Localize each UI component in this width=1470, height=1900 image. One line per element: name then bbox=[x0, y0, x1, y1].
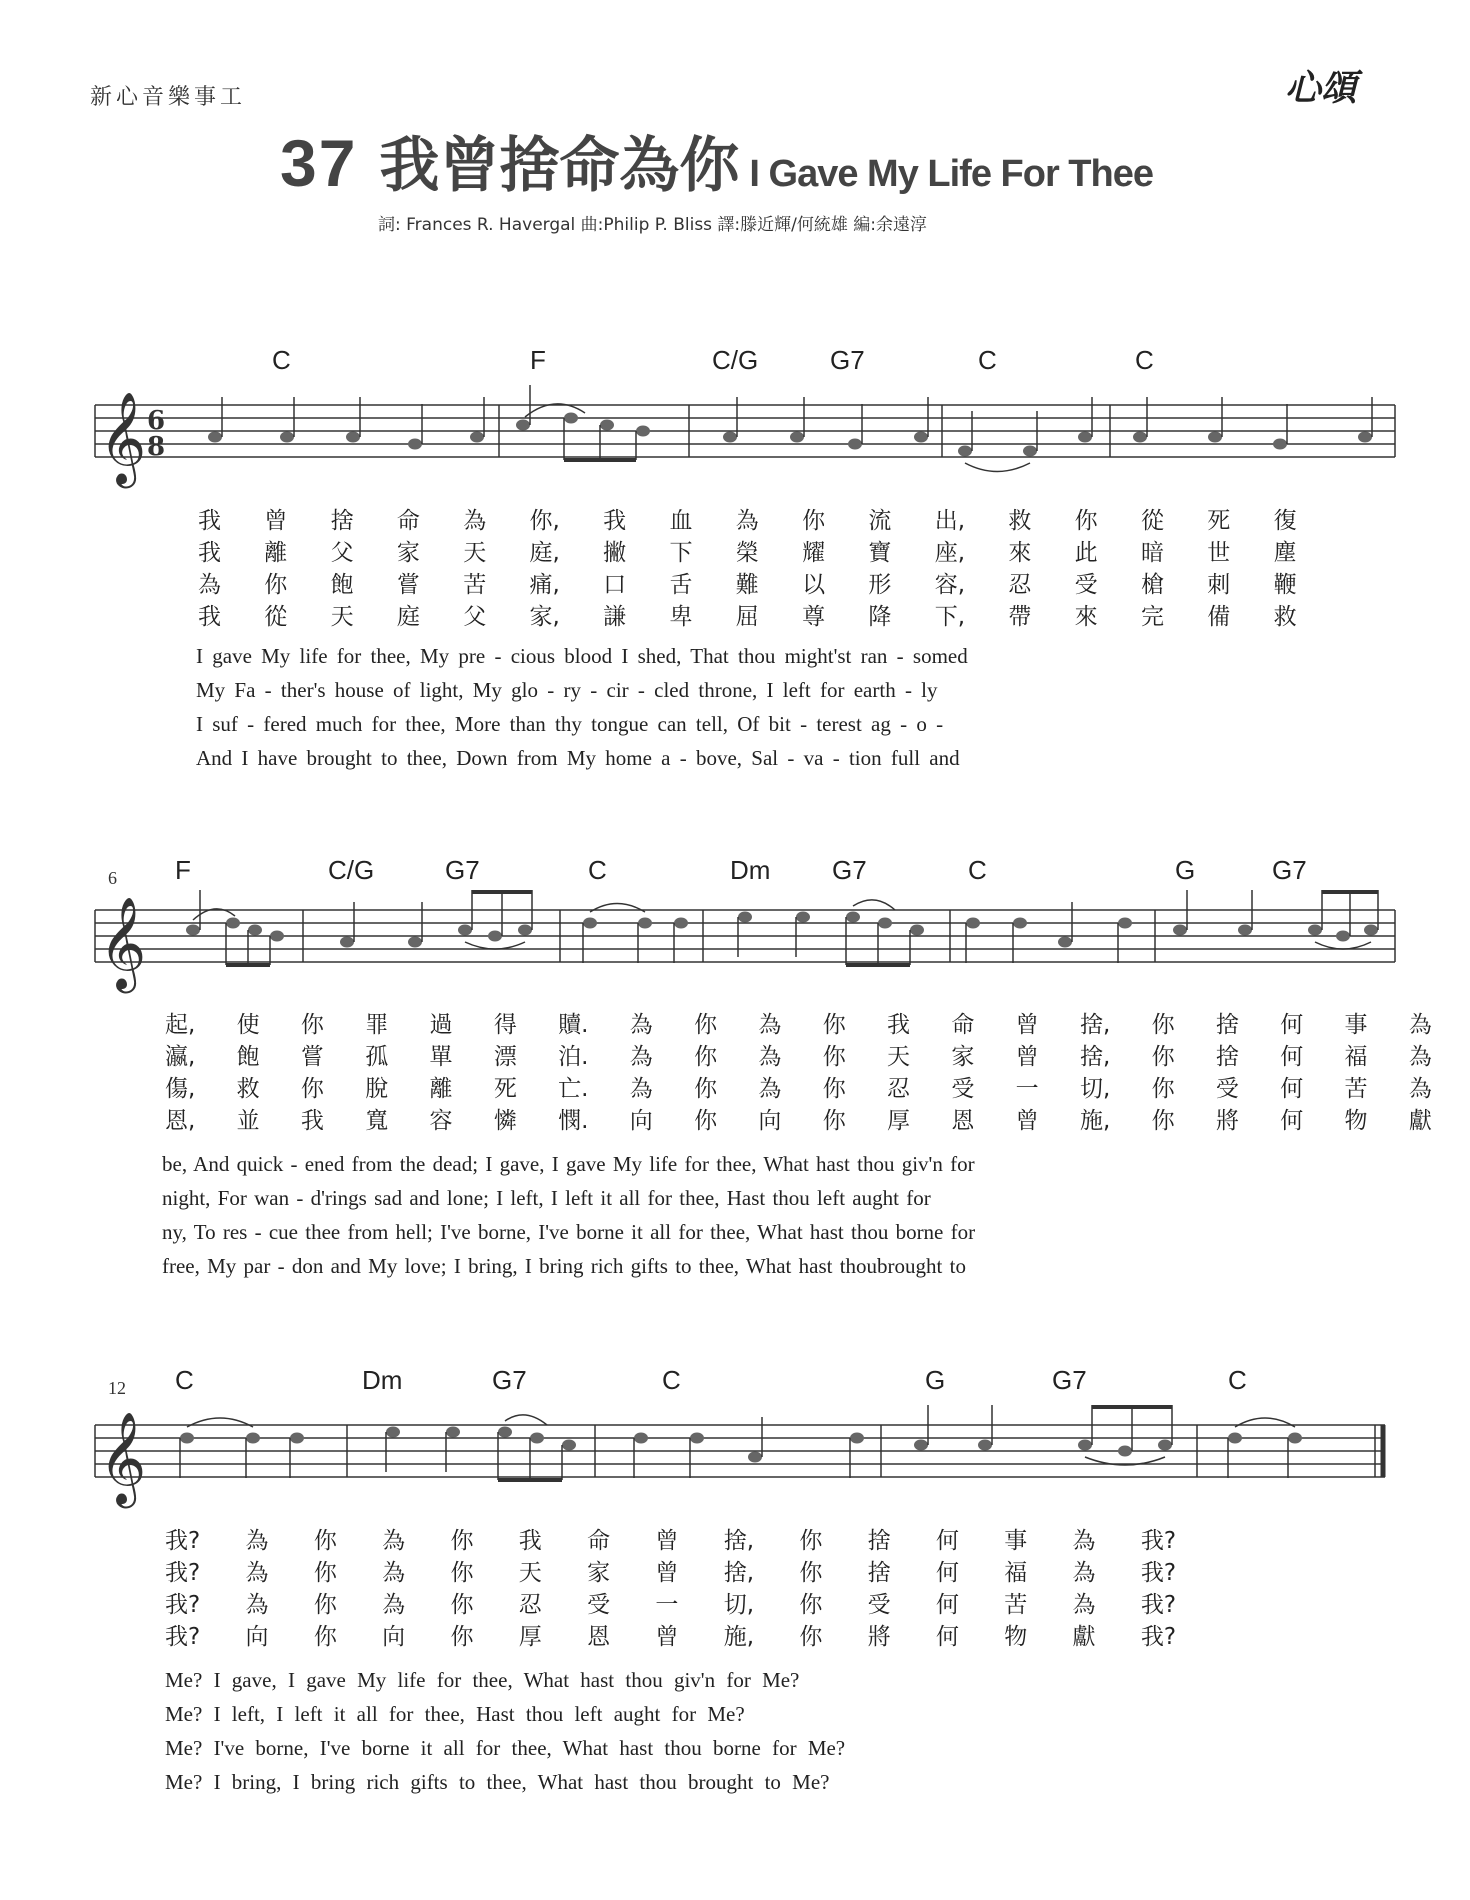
chord-symbol: G bbox=[925, 1365, 946, 1395]
lyrics-chinese-verse-3: 傷, 救 你 脫 離 死 亡. 為 你 為 你 忍 受 一 切, 你 受 何 苦 為 bbox=[165, 1076, 1432, 1102]
title-chinese: 我曾捨命為你 bbox=[379, 131, 740, 201]
chord-symbol: C bbox=[968, 855, 987, 885]
lyrics-chinese-verse-4: 我 從 天 庭 父 家, 謙 卑 屈 尊 降 下, 帶 來 完 備 救 bbox=[198, 604, 1297, 630]
treble-clef-icon: 𝄞 bbox=[99, 1411, 147, 1504]
lyrics-english-verse-3: ny, To res - cue thee from hell; I've borne, I've borne it all for thee, What hast thou borne for bbox=[162, 1220, 976, 1244]
treble-clef-icon: 𝄞 bbox=[99, 391, 147, 484]
credits-line: 詞: Frances R. Havergal 曲:Philip P. Bliss 譯:滕近輝/何統雄 編:余遠淳 bbox=[378, 215, 928, 235]
lyrics-chinese-verse-2: 瀛, 飽 嘗 孤 單 漂 泊. 為 你 為 你 天 家 曾 捨, 你 捨 何 福 為 bbox=[165, 1044, 1432, 1070]
chord-symbol: Dm bbox=[730, 855, 771, 885]
lyrics-english-verse-3: I suf - fered much for thee, More than thy tongue can tell, Of bit - terest ag - o - bbox=[196, 712, 944, 736]
song-title bbox=[280, 118, 1153, 204]
notes bbox=[208, 385, 1372, 472]
measure-number: 6 bbox=[108, 868, 117, 888]
lyrics-chinese-verse-1: 起, 使 你 罪 過 得 贖. 為 你 為 你 我 命 曾 捨, 你 捨 何 事 為 bbox=[165, 1012, 1432, 1038]
lyrics-english-verse-1: be, And quick - ened from the dead; I gave, I gave My life for thee, What hast thou giv'n for bbox=[162, 1152, 975, 1176]
lyrics-chinese-verse-4: 恩, 並 我 寬 容 憐 憫. 向 你 向 你 厚 恩 曾 施, 你 將 何 物 獻 bbox=[165, 1108, 1432, 1134]
chord-symbol: G7 bbox=[1052, 1365, 1087, 1395]
chord-symbol: G7 bbox=[445, 855, 480, 885]
notes bbox=[186, 890, 1378, 965]
chord-symbol: C/G bbox=[328, 855, 375, 885]
hymn-number: 37 bbox=[280, 126, 358, 200]
lyrics-english-verse-1: I gave My life for thee, My pre - cious blood I shed, That thou might'st ran - somed bbox=[196, 644, 968, 668]
chord-symbol: C bbox=[978, 345, 997, 375]
lyrics-english-verse-4: Me? I bring, I bring rich gifts to thee, What hast thou brought to Me? bbox=[165, 1770, 830, 1794]
publisher-name: 新心音樂事工 bbox=[90, 85, 247, 110]
chord-symbol: C bbox=[175, 1365, 194, 1395]
chord-symbol: C bbox=[1228, 1365, 1247, 1395]
lyrics-english-verse-2: Me? I left, I left it all for thee, Hast thou left aught for Me? bbox=[165, 1702, 745, 1726]
chord-symbol: C bbox=[1135, 345, 1154, 375]
chord-symbol: C bbox=[588, 855, 607, 885]
chord-symbol: F bbox=[175, 855, 191, 885]
title-english: I Gave My Life For Thee bbox=[749, 153, 1153, 195]
lyrics-english-verse-1: Me? I gave, I gave My life for thee, What hast thou giv'n for Me? bbox=[165, 1668, 800, 1692]
lyrics-chinese-verse-3: 為 你 飽 嘗 苦 痛, 口 舌 難 以 形 容, 忍 受 槍 刺 鞭 bbox=[198, 572, 1297, 598]
chord-symbol: Dm bbox=[362, 1365, 403, 1395]
lyrics-english-verse-2: My Fa - ther's house of light, My glo - ry - cir - cled throne, I left for earth - ly bbox=[196, 678, 938, 702]
lyrics-english-verse-4: free, My par - don and My love; I bring, I bring rich gifts to thee, What hast thoubrought to bbox=[162, 1254, 966, 1278]
chord-symbol: C/G bbox=[712, 345, 759, 375]
lyrics-chinese-verse-2: 我 離 父 家 天 庭, 撇 下 榮 耀 寶 座, 來 此 暗 世 塵 bbox=[198, 540, 1297, 566]
chord-symbol: F bbox=[530, 345, 546, 375]
chord-symbol: G7 bbox=[1272, 855, 1307, 885]
chord-symbol: G7 bbox=[492, 1365, 527, 1395]
chord-symbol: G7 bbox=[830, 345, 865, 375]
lyrics-chinese-verse-4: 我? 向 你 向 你 厚 恩 曾 施, 你 將 何 物 獻 我? bbox=[165, 1624, 1177, 1650]
staff-lines bbox=[95, 1425, 1385, 1477]
measure-number: 12 bbox=[108, 1378, 126, 1398]
lyrics-chinese-verse-1: 我 曾 捨 命 為 你, 我 血 為 你 流 出, 救 你 從 死 復 bbox=[198, 508, 1297, 534]
treble-clef-icon: 𝄞 bbox=[99, 896, 147, 989]
lyrics-chinese-verse-2: 我? 為 你 為 你 天 家 曾 捨, 你 捨 何 福 為 我? bbox=[165, 1560, 1177, 1586]
lyrics-english-verse-3: Me? I've borne, I've borne it all for thee, What hast thou borne for Me? bbox=[165, 1736, 846, 1760]
signature-stamp: 心頌 bbox=[1285, 67, 1358, 109]
chord-symbol: G bbox=[1175, 855, 1196, 885]
lyrics-chinese-verse-1: 我? 為 你 為 你 我 命 曾 捨, 你 捨 何 事 為 我? bbox=[165, 1528, 1177, 1554]
lyrics-chinese-verse-3: 我? 為 你 為 你 忍 受 一 切, 你 受 何 苦 為 我? bbox=[165, 1592, 1177, 1618]
chord-symbol: C bbox=[272, 345, 291, 375]
music-staff bbox=[85, 1405, 1405, 1515]
chord-symbol: G7 bbox=[832, 855, 867, 885]
music-staff bbox=[85, 385, 1405, 495]
notes bbox=[180, 1405, 1302, 1480]
time-signature-bottom: 8 bbox=[147, 432, 166, 462]
time-signature-top: 6 bbox=[147, 406, 166, 436]
lyrics-english-verse-4: And I have brought to thee, Down from My home a - bove, Sal - va - tion full and bbox=[196, 746, 960, 770]
staff-lines bbox=[95, 405, 1395, 457]
lyrics-english-verse-2: night, For wan - d'rings sad and lone; I left, I left it all for thee, Hast thou left aught for bbox=[162, 1186, 931, 1210]
chord-symbol: C bbox=[662, 1365, 681, 1395]
music-staff bbox=[85, 890, 1405, 1000]
